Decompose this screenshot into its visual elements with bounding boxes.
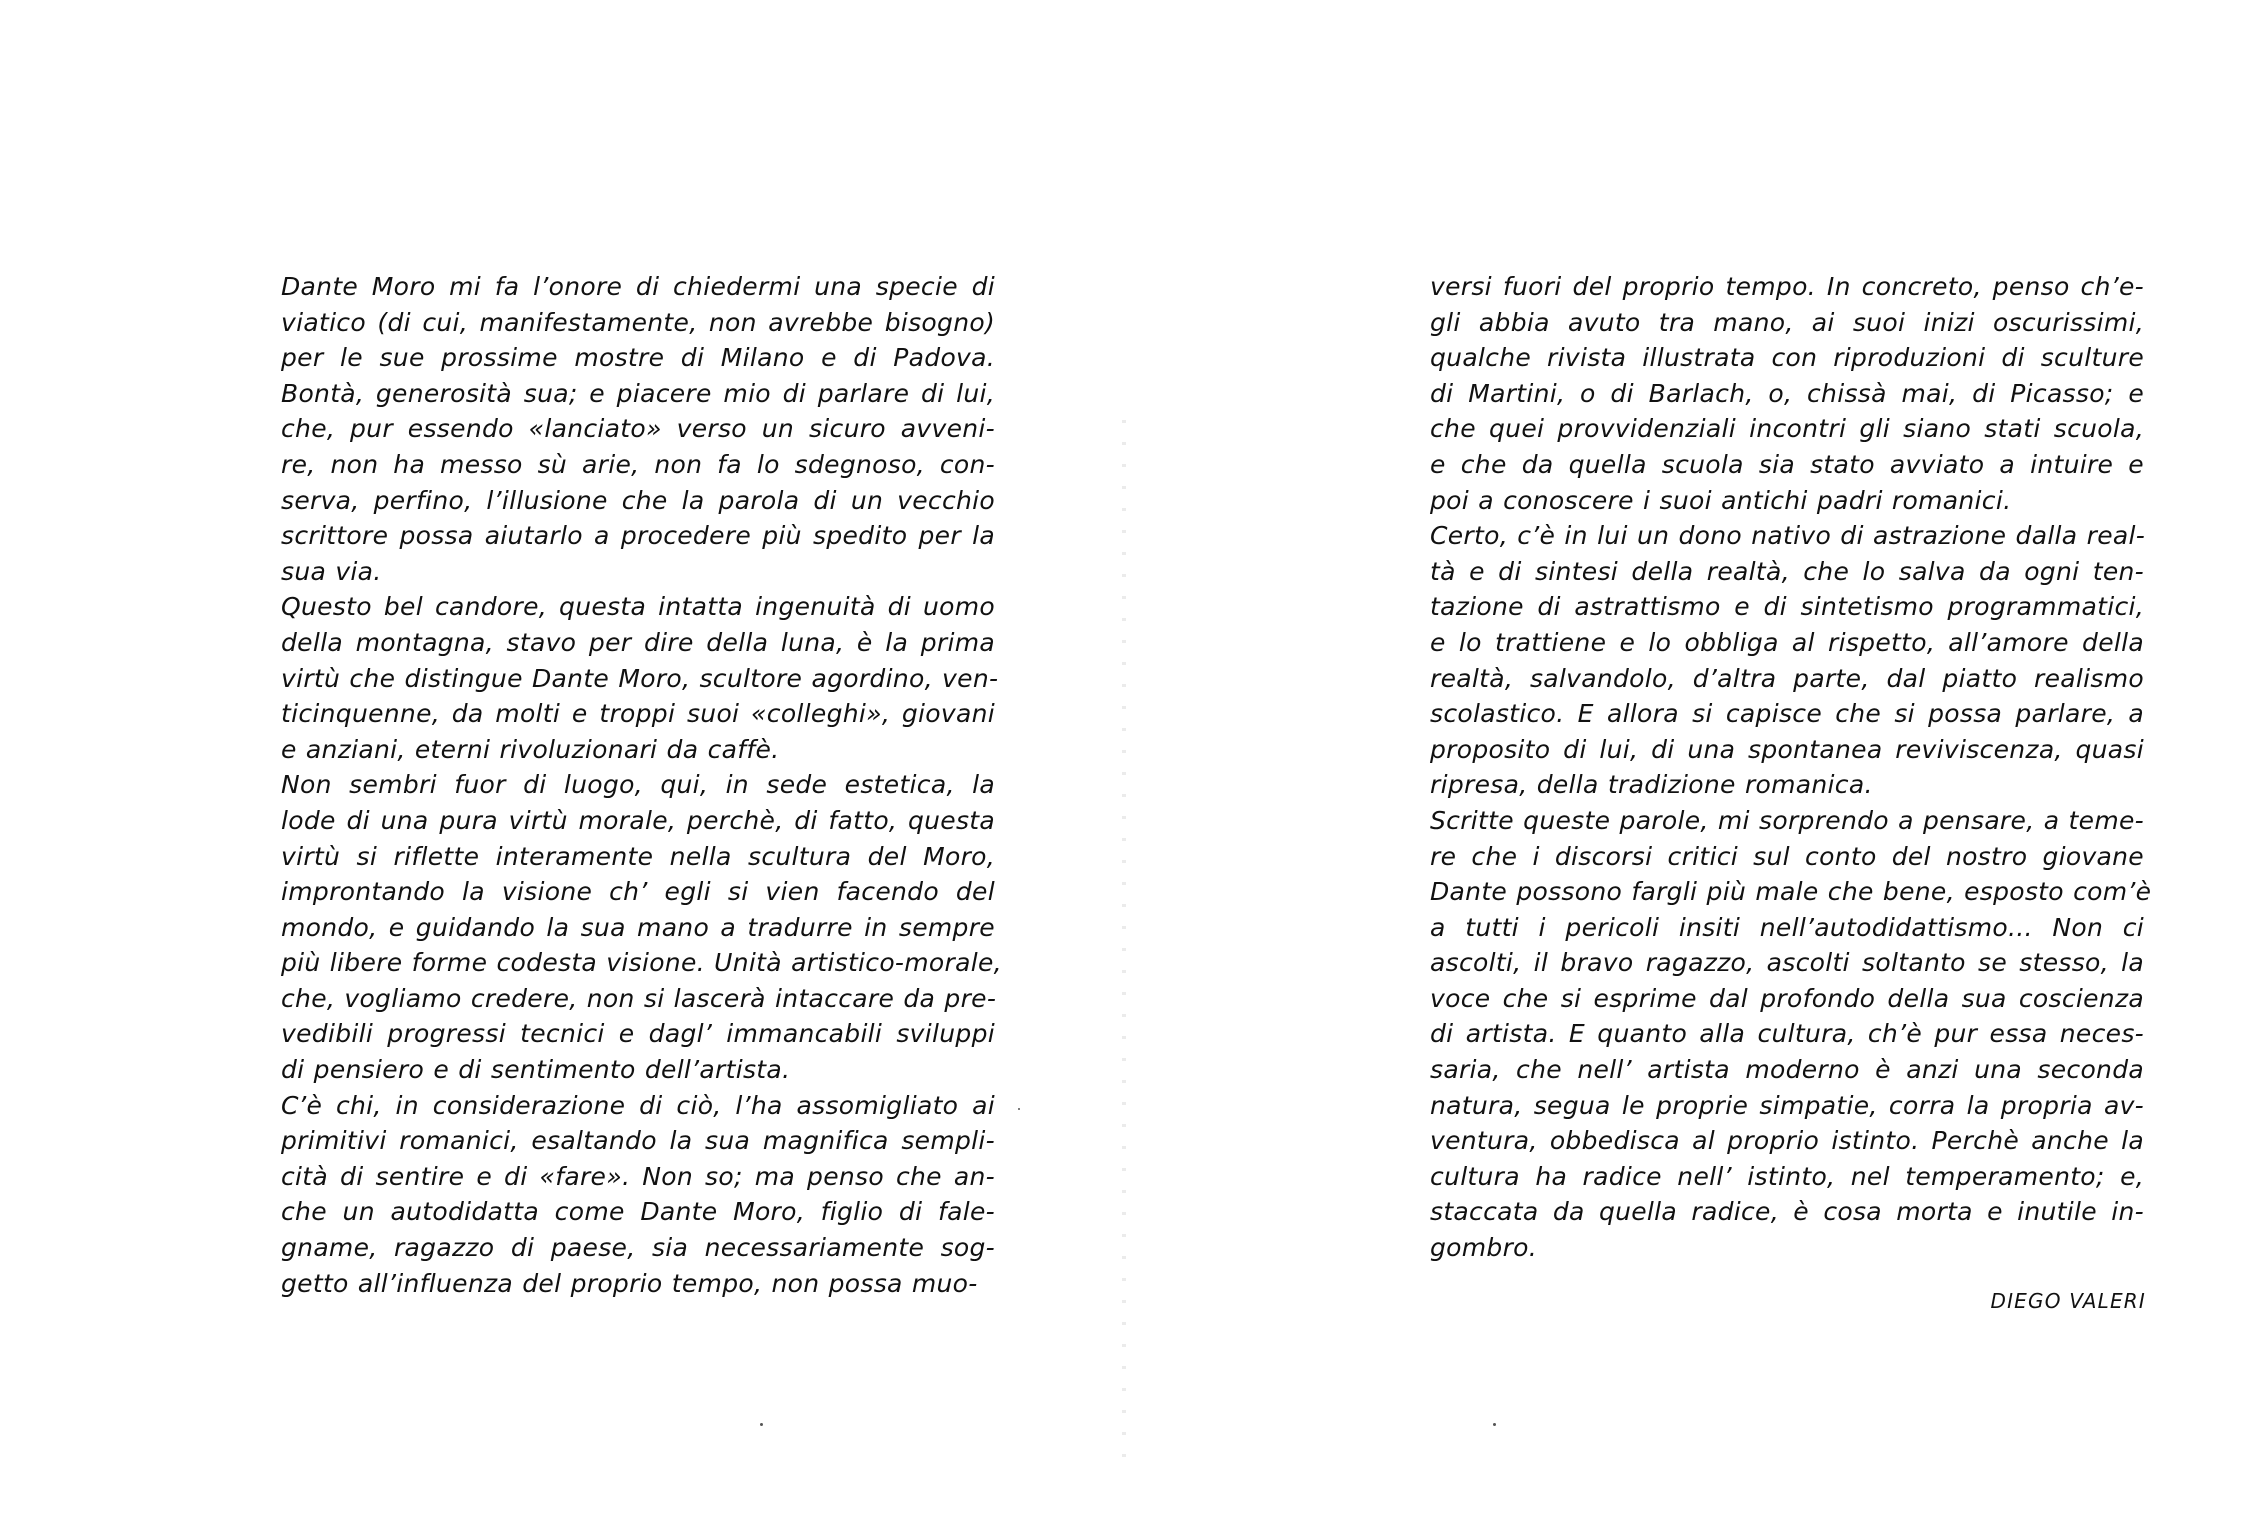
text-line: della montagna, stavo per dire della luna, è la prima — [281, 627, 995, 657]
text-line: di Martini, o di Barlach, o, chissà mai, di Picasso; e — [1430, 378, 2144, 408]
text-line: e che da quella scuola sia stato avviato a intuire e — [1430, 449, 2144, 479]
text-line: per le sue prossime mostre di Milano e di Padova. — [281, 343, 995, 373]
text-line: sua via. — [281, 556, 382, 586]
text-line: serva, perfino, l’illusione che la parola di un vecchio — [281, 485, 995, 515]
text-line: primitivi romanici, esaltando la sua magnifica sempli- — [281, 1126, 995, 1156]
text-line: re, non ha messo sù arie, non fa lo sdegnoso, con- — [281, 449, 995, 479]
text-line: C’è chi, in considerazione di ciò, l’ha assomigliato ai — [281, 1090, 995, 1120]
text-line: voce che si esprime dal profondo della sua coscienza — [1430, 983, 2144, 1013]
left-text-column — [281, 269, 1002, 1301]
text-line: che, vogliamo credere, non si lascerà intaccare da pre- — [281, 983, 997, 1013]
text-line: cità di sentire e di «fare». Non so; ma penso che an- — [281, 1161, 995, 1191]
text-line: tà e di sintesi della realtà, che lo salva da ogni ten- — [1430, 556, 2144, 586]
text-line: Dante Moro mi fa l’onore di chiedermi una specie di — [281, 272, 995, 301]
text-line: Questo bel candore, questa intatta ingenuità di uomo — [281, 592, 995, 622]
text-line: gli abbia avuto tra mano, ai suoi inizi oscurissimi, — [1430, 307, 2144, 337]
text-line: staccata da quella radice, è cosa morta e inutile in- — [1430, 1197, 2144, 1227]
text-line: versi fuori del proprio tempo. In concreto, penso ch’e- — [1430, 272, 2144, 301]
text-line: tazione di astrattismo e di sintetismo programmatici, — [1430, 592, 2144, 622]
text-line: lode di una pura virtù morale, perchè, di fatto, questa — [281, 805, 995, 835]
text-line: viatico (di cui, manifestamente, non avrebbe bisogno) — [281, 307, 995, 337]
text-line: Dante possono fargli più male che bene, esposto com’è — [1430, 877, 2152, 907]
text-line: cultura ha radice nell’ istinto, nel temperamento; e, — [1430, 1161, 2144, 1191]
text-line: gname, ragazzo di paese, sia necessariamente sog- — [281, 1233, 995, 1263]
text-line: virtù si riflette interamente nella scultura del Moro, — [281, 841, 995, 871]
right-text-column — [1430, 269, 2152, 1266]
text-line: gombro. — [1430, 1233, 1538, 1263]
text-line: ventura, obbedisca al proprio istinto. Perchè anche la — [1430, 1126, 2144, 1156]
text-line: Non sembri fuor di luogo, qui, in sede estetica, la — [281, 770, 995, 800]
text-line: che un autodidatta come Dante Moro, figlio di fale- — [281, 1197, 995, 1227]
text-line: saria, che nell’ artista moderno è anzi una seconda — [1430, 1055, 2144, 1085]
text-line: che, pur essendo «lanciato» verso un sicuro avveni- — [281, 414, 995, 444]
text-line: Certo, c’è in lui un dono nativo di astrazione dalla real- — [1430, 521, 2146, 551]
paper-speck — [760, 1423, 763, 1426]
text-line: e lo trattiene e lo obbliga al rispetto, all’amore della — [1430, 627, 2144, 657]
paper-speck — [1493, 1423, 1496, 1426]
text-line: ascolti, il bravo ragazzo, ascolti soltanto se stesso, la — [1430, 948, 2144, 978]
text-line: proposito di lui, di una spontanea reviviscenza, quasi — [1430, 734, 2144, 764]
text-line: che quei provvidenziali incontri gli siano stati scuola, — [1430, 414, 2144, 444]
text-line: qualche rivista illustrata con riproduzioni di sculture — [1430, 343, 2144, 373]
text-line: ticinquenne, da molti e troppi suoi «colleghi», giovani — [281, 699, 995, 729]
text-line: scrittore possa aiutarlo a procedere più spedito per la — [281, 521, 995, 551]
text-line: di pensiero e di sentimento dell’artista. — [281, 1055, 791, 1085]
text-line: scolastico. E allora si capisce che si possa parlare, a — [1430, 699, 2144, 729]
text-line: realtà, salvandolo, d’altra parte, dal piatto realismo — [1430, 663, 2144, 693]
text-line: mondo, e guidando la sua mano a tradurre in sempre — [281, 912, 995, 942]
text-line: Scritte queste parole, mi sorprendo a pensare, a teme- — [1430, 805, 2144, 835]
text-line: ripresa, della tradizione romanica. — [1430, 770, 1873, 800]
text-line: a tutti i pericoli insiti nell’autodidattismo... Non ci — [1430, 912, 2144, 942]
paper-speck — [1018, 1108, 1020, 1110]
text-line: re che i discorsi critici sul conto del nostro giovane — [1430, 841, 2144, 871]
text-line: e anziani, eterni rivoluzionari da caffè. — [281, 734, 780, 764]
text-line: di artista. E quanto alla cultura, ch’è pur essa neces- — [1430, 1019, 2144, 1049]
text-line: più libere forme codesta visione. Unità artistico-morale, — [281, 948, 1002, 978]
text-line: getto all’influenza del proprio tempo, non possa muo- — [281, 1268, 978, 1298]
author-signature: DIEGO VALERI — [1990, 1289, 2146, 1313]
text-line: improntando la visione ch’ egli si vien facendo del — [281, 877, 995, 907]
text-line: virtù che distingue Dante Moro, scultore agordino, ven- — [281, 663, 999, 693]
text-line: natura, segua le proprie simpatie, corra la propria av- — [1430, 1090, 2144, 1120]
text-line: poi a conoscere i suoi antichi padri romanici. — [1430, 485, 2012, 515]
text-line: vedibili progressi tecnici e dagl’ immancabili sviluppi — [281, 1019, 995, 1049]
text-line: Bontà, generosità sua; e piacere mio di parlare di lui, — [281, 378, 995, 408]
